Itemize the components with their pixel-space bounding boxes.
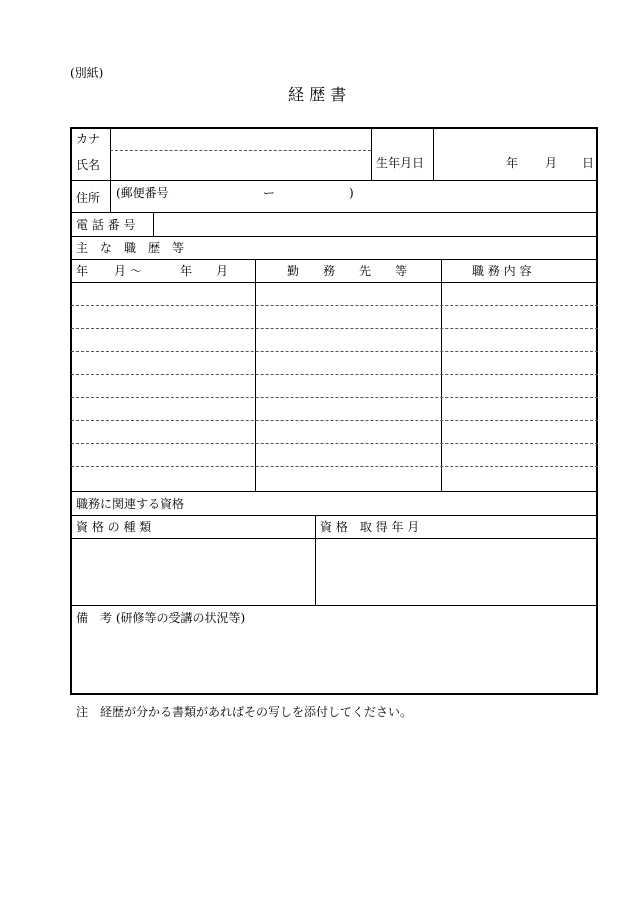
address-input[interactable] — [360, 186, 594, 206]
career-duties-input[interactable] — [446, 355, 594, 371]
address-label: 住所 — [76, 191, 101, 205]
kana-label: カナ — [76, 132, 101, 146]
career-duties-input[interactable] — [446, 447, 594, 463]
name-label: 氏名 — [76, 158, 101, 172]
kana-input[interactable] — [114, 131, 366, 147]
career-duties-input[interactable] — [446, 378, 594, 394]
attachment-label: (別紙) — [70, 66, 104, 80]
qualification-date-input[interactable] — [320, 542, 594, 600]
footnote: 注 経歴が分かる書類があればその写しを添付してください。 — [76, 705, 413, 719]
postal-dash: ー — [263, 186, 276, 200]
career-period-input[interactable] — [75, 447, 251, 463]
qualification-type-input[interactable] — [75, 542, 311, 600]
career-duties-input[interactable] — [446, 470, 594, 486]
career-col-workplace: 勤 務 先 等 — [287, 264, 408, 278]
career-col-duties: 職 務 内 容 — [472, 264, 532, 278]
career-duties-input[interactable] — [446, 401, 594, 417]
career-workplace-input[interactable] — [260, 309, 437, 325]
dob-year-label: 年 — [506, 156, 519, 170]
career-period-input[interactable] — [75, 286, 251, 302]
career-period-input[interactable] — [75, 378, 251, 394]
career-period-input[interactable] — [75, 470, 251, 486]
career-col-period-year1: 年 — [76, 264, 89, 278]
postal-close: ) — [349, 186, 354, 200]
dob-month-input[interactable] — [520, 155, 542, 173]
qualifications-section-label: 職務に関連する資格 — [76, 497, 185, 511]
career-period-input[interactable] — [75, 401, 251, 417]
career-duties-input[interactable] — [446, 286, 594, 302]
career-workplace-input[interactable] — [260, 424, 437, 440]
dob-day-label: 日 — [582, 156, 595, 170]
dob-day-input[interactable] — [558, 155, 580, 173]
career-workplace-input[interactable] — [260, 355, 437, 371]
remarks-label: 備 考 (研修等の受講の状況等) — [76, 611, 246, 625]
career-col-period-month2: 月 — [216, 264, 229, 278]
career-duties-input[interactable] — [446, 332, 594, 348]
dob-label: 生年月日 — [376, 156, 425, 170]
career-duties-input[interactable] — [446, 424, 594, 440]
career-workplace-input[interactable] — [260, 378, 437, 394]
dob-month-label: 月 — [545, 156, 558, 170]
career-period-input[interactable] — [75, 424, 251, 440]
career-col-period-year2: 年 — [180, 264, 193, 278]
career-section-label: 主 な 職 歴 等 — [76, 241, 185, 255]
career-workplace-input[interactable] — [260, 470, 437, 486]
qualification-date-header: 資 格 取 得 年 月 — [320, 520, 420, 534]
career-workplace-input[interactable] — [260, 332, 437, 348]
kana-name-divider — [110, 150, 371, 151]
career-period-input[interactable] — [75, 355, 251, 371]
career-period-input[interactable] — [75, 332, 251, 348]
postal-open: (郵便番号 — [116, 186, 169, 200]
remarks-input[interactable] — [75, 630, 594, 690]
career-workplace-input[interactable] — [260, 286, 437, 302]
postal-code-first-input[interactable] — [184, 186, 260, 202]
phone-label: 電 話 番 号 — [76, 218, 136, 232]
qualification-type-header: 資 格 の 種 類 — [76, 520, 152, 534]
name-input[interactable] — [114, 155, 366, 175]
page-title: 経 歴 書 — [288, 85, 347, 104]
career-workplace-input[interactable] — [260, 447, 437, 463]
phone-input[interactable] — [158, 216, 594, 232]
career-period-input[interactable] — [75, 309, 251, 325]
career-workplace-input[interactable] — [260, 401, 437, 417]
career-col-period-month1: 月 〜 — [114, 264, 142, 278]
postal-code-second-input[interactable] — [278, 186, 346, 202]
career-duties-input[interactable] — [446, 309, 594, 325]
dob-year-input[interactable] — [438, 155, 498, 173]
